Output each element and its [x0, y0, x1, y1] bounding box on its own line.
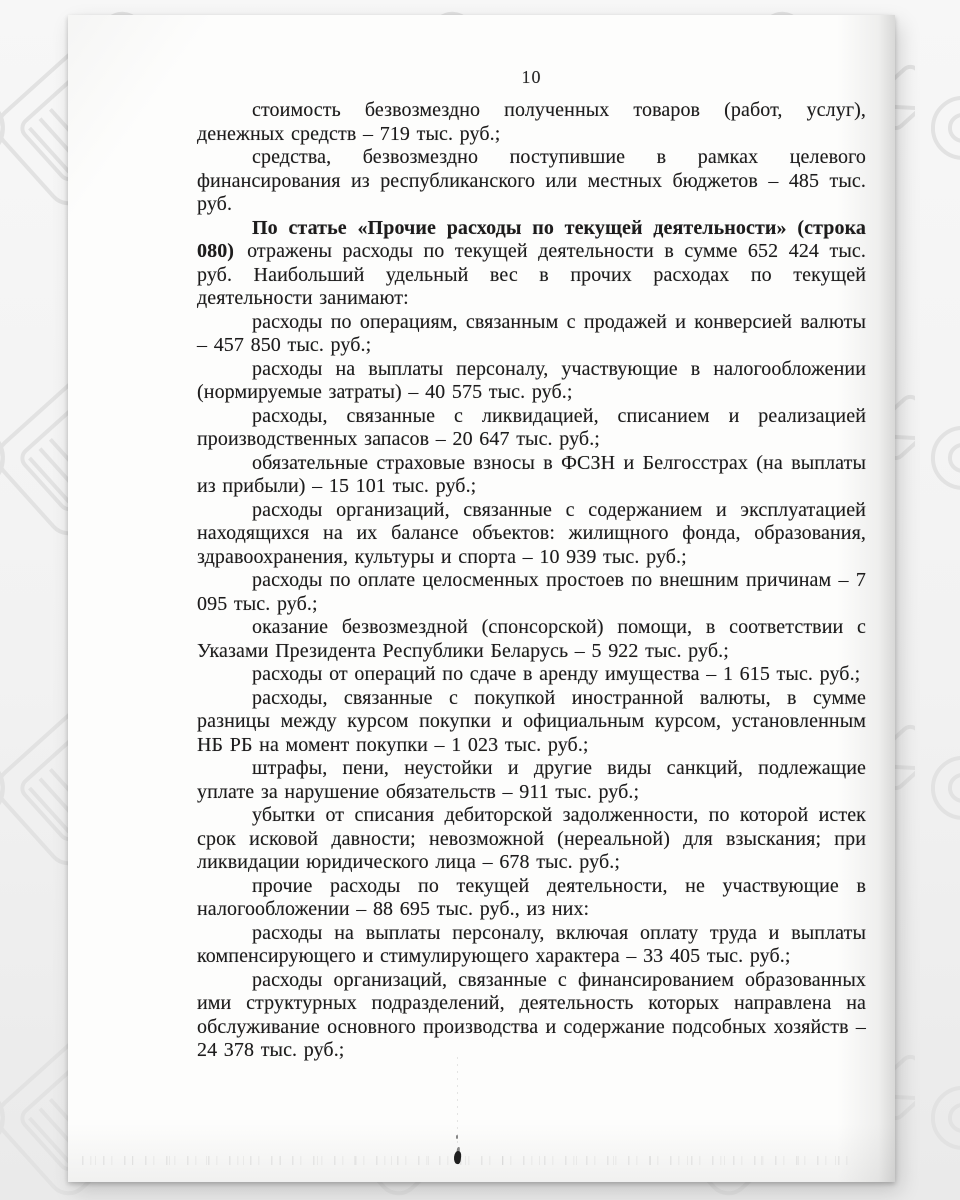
paragraph	[197, 405, 866, 452]
paragraph-run: расходы по операциям, связанным с продажей и конверсией валюты – 457 850 тыс. руб.;	[197, 310, 866, 356]
paragraph-run-bold: По статье «Прочие расходы по текущей деятельности» (строка 080)	[197, 216, 866, 262]
paragraph-run: убытки от списания дебиторской задолженности, по которой истек срок исковой давности; невозможной (нереальной) для взыскания; при ликвидации юридического лица – 678 тыс. руб.;	[197, 804, 866, 873]
text-column	[197, 15, 866, 1063]
paragraph-run: стоимость безвозмездно полученных товаров (работ, услуг), денежных средств – 719 тыс. руб.;	[197, 99, 866, 145]
ink-speck	[456, 1135, 458, 1139]
paragraph	[197, 687, 866, 758]
paragraph	[197, 569, 866, 616]
paragraph	[197, 969, 866, 1063]
paragraph-run: расходы, связанные с покупкой иностранной валюты, в сумме разницы между курсом покупки и официальным курсом, установленным НБ РБ на момент покупки – 1 023 тыс. руб.;	[197, 686, 866, 756]
page-body	[197, 99, 866, 1063]
paragraph	[197, 616, 866, 663]
paragraph-run: штрафы, пени, неустойки и другие виды санкций, подлежащие уплате за нарушение обязательств – 911 тыс. руб.;	[197, 757, 866, 803]
paragraph-run: расходы от операций по сдаче в аренду имущества – 1 615 тыс. руб.;	[252, 663, 861, 685]
paragraph	[197, 499, 866, 570]
paragraph-run: прочие расходы по текущей деятельности, не участвующие в налогообложении – 88 695 тыс. руб., из них:	[197, 874, 866, 920]
paragraph	[197, 757, 866, 804]
paragraph	[197, 99, 866, 146]
paragraph-run: расходы на выплаты персоналу, включая оплату труда и выплаты компенсирующего и стимулирующего характера – 33 405 тыс. руб.;	[197, 921, 866, 967]
paragraph-run: расходы организаций, связанные с содержанием и эксплуатацией находящихся на их балансе объектов: жилищного фонда, образования, здравоохранения, культуры и спорта – 10 939 тыс. руб.;	[197, 498, 866, 568]
paragraph-run: оказание безвозмездной (спонсорской) помощи, в соответствии с Указами Президента Республики Беларусь – 5 922 тыс. руб.;	[197, 616, 866, 662]
paragraph-run: отражены расходы по текущей деятельности в сумме 652 424 тыс. руб. Наибольший удельный вес в прочих расходах по текущей деятельности занимают:	[197, 240, 866, 309]
paragraph	[197, 358, 866, 405]
paragraph	[197, 804, 866, 875]
page-number: 10	[521, 67, 542, 87]
paragraph	[197, 922, 866, 969]
paragraph	[197, 663, 866, 687]
paragraph-run: средства, безвозмездно поступившие в рамках целевого финансирования из республиканского или местных бюджетов – 485 тыс. руб.	[197, 146, 866, 215]
scan-noise-band	[82, 1156, 859, 1165]
paragraph	[197, 452, 866, 499]
paragraph-run: расходы организаций, связанные с финансированием образованных ими структурных подразделений, деятельность которых направлена на обслуживание основного производства и содержание подсобных хозяйств – 24 378 тыс. руб.;	[197, 968, 866, 1061]
document-page	[68, 15, 895, 1182]
paragraph	[197, 217, 866, 311]
paragraph-run: расходы на выплаты персоналу, участвующие в налогообложении (нормируемые затраты) – 40 575 тыс. руб.;	[197, 357, 866, 403]
paragraph-run: расходы, связанные с ликвидацией, списанием и реализацией производственных запасов – 20 647 тыс. руб.;	[197, 404, 866, 450]
paragraph	[197, 875, 866, 922]
paragraph	[197, 311, 866, 358]
paragraph-run: расходы по оплате целосменных простоев по внешним причинам – 7 095 тыс. руб.;	[197, 569, 866, 615]
paragraph-run: обязательные страховые взносы в ФСЗН и Белгосстрах (на выплаты из прибыли) – 15 101 тыс. руб.;	[197, 451, 866, 497]
paragraph	[197, 146, 866, 217]
